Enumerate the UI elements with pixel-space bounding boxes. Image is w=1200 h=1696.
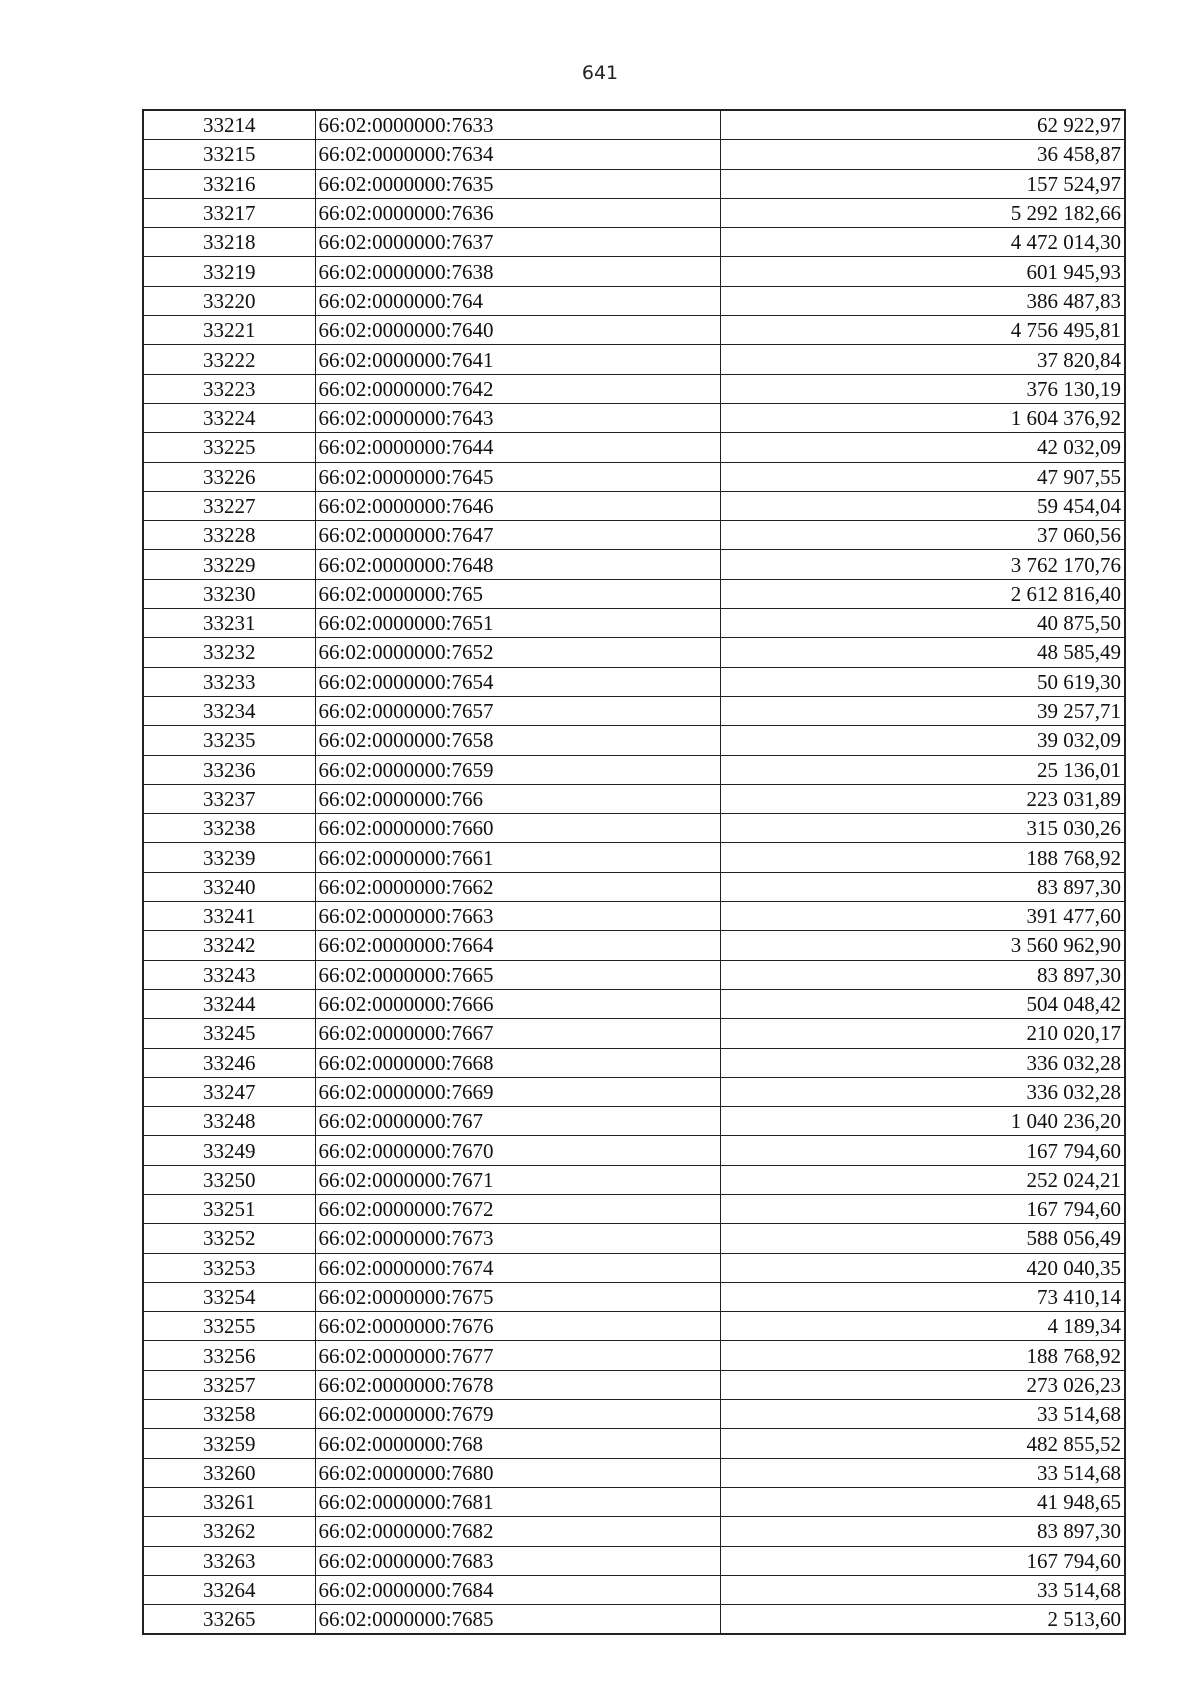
cadastral-value-cell: 1 604 376,92 bbox=[720, 403, 1125, 432]
table-row bbox=[143, 1312, 1125, 1341]
cadastral-value-cell: 1 040 236,20 bbox=[720, 1107, 1125, 1136]
table-row bbox=[143, 286, 1125, 315]
cadastral-value-cell: 504 048,42 bbox=[720, 989, 1125, 1018]
cadastral-number-cell: 66:02:0000000:7648 bbox=[315, 550, 720, 579]
cadastral-value-cell: 83 897,30 bbox=[720, 1517, 1125, 1546]
row-number-cell: 33258 bbox=[143, 1400, 315, 1429]
cadastral-number-cell: 66:02:0000000:7670 bbox=[315, 1136, 720, 1165]
cadastral-value-cell: 376 130,19 bbox=[720, 374, 1125, 403]
cadastral-value-cell: 336 032,28 bbox=[720, 1077, 1125, 1106]
row-number-cell: 33261 bbox=[143, 1487, 315, 1516]
row-number-cell: 33249 bbox=[143, 1136, 315, 1165]
row-number-cell: 33238 bbox=[143, 814, 315, 843]
cadastral-value-cell: 5 292 182,66 bbox=[720, 198, 1125, 227]
table-row bbox=[143, 814, 1125, 843]
row-number-cell: 33214 bbox=[143, 110, 315, 140]
cadastral-number-cell: 66:02:0000000:7635 bbox=[315, 169, 720, 198]
table-row bbox=[143, 843, 1125, 872]
cadastral-number-cell: 66:02:0000000:7669 bbox=[315, 1077, 720, 1106]
row-number-cell: 33218 bbox=[143, 228, 315, 257]
row-number-cell: 33256 bbox=[143, 1341, 315, 1370]
table-row bbox=[143, 638, 1125, 667]
table-row bbox=[143, 960, 1125, 989]
cadastral-value-cell: 37 820,84 bbox=[720, 345, 1125, 374]
row-number-cell: 33259 bbox=[143, 1429, 315, 1458]
table-row bbox=[143, 1253, 1125, 1282]
cadastral-number-cell: 66:02:0000000:7641 bbox=[315, 345, 720, 374]
row-number-cell: 33257 bbox=[143, 1370, 315, 1399]
table-row bbox=[143, 1224, 1125, 1253]
row-number-cell: 33230 bbox=[143, 579, 315, 608]
cadastral-value-cell: 4 472 014,30 bbox=[720, 228, 1125, 257]
cadastral-value-cell: 3 762 170,76 bbox=[720, 550, 1125, 579]
cadastral-number-cell: 66:02:0000000:7676 bbox=[315, 1312, 720, 1341]
row-number-cell: 33244 bbox=[143, 989, 315, 1018]
cadastral-value-cell: 41 948,65 bbox=[720, 1487, 1125, 1516]
cadastral-value-cell: 336 032,28 bbox=[720, 1048, 1125, 1077]
table-row bbox=[143, 1341, 1125, 1370]
cadastral-number-cell: 66:02:0000000:7643 bbox=[315, 403, 720, 432]
cadastral-number-cell: 66:02:0000000:7667 bbox=[315, 1019, 720, 1048]
cadastral-number-cell: 66:02:0000000:7662 bbox=[315, 872, 720, 901]
table-row bbox=[143, 667, 1125, 696]
cadastral-value-cell: 223 031,89 bbox=[720, 784, 1125, 813]
cadastral-number-cell: 66:02:0000000:7659 bbox=[315, 755, 720, 784]
cadastral-value-table bbox=[142, 109, 1126, 1635]
cadastral-value-cell: 59 454,04 bbox=[720, 491, 1125, 520]
row-number-cell: 33216 bbox=[143, 169, 315, 198]
cadastral-number-cell: 66:02:0000000:765 bbox=[315, 579, 720, 608]
row-number-cell: 33239 bbox=[143, 843, 315, 872]
cadastral-number-cell: 66:02:0000000:7645 bbox=[315, 462, 720, 491]
row-number-cell: 33234 bbox=[143, 696, 315, 725]
cadastral-number-cell: 66:02:0000000:7668 bbox=[315, 1048, 720, 1077]
cadastral-value-cell: 83 897,30 bbox=[720, 872, 1125, 901]
cadastral-value-cell: 273 026,23 bbox=[720, 1370, 1125, 1399]
table-row bbox=[143, 1282, 1125, 1311]
row-number-cell: 33217 bbox=[143, 198, 315, 227]
table-row bbox=[143, 1487, 1125, 1516]
cadastral-number-cell: 66:02:0000000:7638 bbox=[315, 257, 720, 286]
cadastral-number-cell: 66:02:0000000:768 bbox=[315, 1429, 720, 1458]
cadastral-value-cell: 25 136,01 bbox=[720, 755, 1125, 784]
row-number-cell: 33252 bbox=[143, 1224, 315, 1253]
table-row bbox=[143, 1194, 1125, 1223]
table-row bbox=[143, 755, 1125, 784]
cadastral-number-cell: 66:02:0000000:7640 bbox=[315, 316, 720, 345]
row-number-cell: 33225 bbox=[143, 433, 315, 462]
table-row bbox=[143, 374, 1125, 403]
cadastral-number-cell: 66:02:0000000:7666 bbox=[315, 989, 720, 1018]
cadastral-value-cell: 482 855,52 bbox=[720, 1429, 1125, 1458]
row-number-cell: 33220 bbox=[143, 286, 315, 315]
row-number-cell: 33254 bbox=[143, 1282, 315, 1311]
cadastral-number-cell: 66:02:0000000:7683 bbox=[315, 1546, 720, 1575]
table-row bbox=[143, 169, 1125, 198]
table-row bbox=[143, 110, 1125, 140]
cadastral-number-cell: 66:02:0000000:7634 bbox=[315, 140, 720, 169]
cadastral-number-cell: 66:02:0000000:7674 bbox=[315, 1253, 720, 1282]
cadastral-number-cell: 66:02:0000000:7633 bbox=[315, 110, 720, 140]
table-row bbox=[143, 902, 1125, 931]
row-number-cell: 33247 bbox=[143, 1077, 315, 1106]
cadastral-number-cell: 66:02:0000000:7647 bbox=[315, 521, 720, 550]
table-row bbox=[143, 198, 1125, 227]
row-number-cell: 33251 bbox=[143, 1194, 315, 1223]
cadastral-number-cell: 66:02:0000000:7665 bbox=[315, 960, 720, 989]
cadastral-number-cell: 66:02:0000000:7677 bbox=[315, 1341, 720, 1370]
cadastral-number-cell: 66:02:0000000:7664 bbox=[315, 931, 720, 960]
row-number-cell: 33221 bbox=[143, 316, 315, 345]
row-number-cell: 33236 bbox=[143, 755, 315, 784]
row-number-cell: 33231 bbox=[143, 609, 315, 638]
cadastral-value-cell: 62 922,97 bbox=[720, 110, 1125, 140]
cadastral-value-cell: 315 030,26 bbox=[720, 814, 1125, 843]
row-number-cell: 33224 bbox=[143, 403, 315, 432]
table-row bbox=[143, 931, 1125, 960]
cadastral-value-cell: 601 945,93 bbox=[720, 257, 1125, 286]
table-row bbox=[143, 1605, 1125, 1635]
cadastral-value-cell: 39 032,09 bbox=[720, 726, 1125, 755]
cadastral-number-cell: 66:02:0000000:7672 bbox=[315, 1194, 720, 1223]
cadastral-value-cell: 2 612 816,40 bbox=[720, 579, 1125, 608]
cadastral-value-cell: 167 794,60 bbox=[720, 1546, 1125, 1575]
cadastral-value-cell: 157 524,97 bbox=[720, 169, 1125, 198]
table-row bbox=[143, 1370, 1125, 1399]
cadastral-number-cell: 66:02:0000000:7646 bbox=[315, 491, 720, 520]
table-row bbox=[143, 1546, 1125, 1575]
table-row bbox=[143, 579, 1125, 608]
cadastral-value-cell: 252 024,21 bbox=[720, 1165, 1125, 1194]
table-row bbox=[143, 1077, 1125, 1106]
row-number-cell: 33228 bbox=[143, 521, 315, 550]
cadastral-number-cell: 66:02:0000000:7661 bbox=[315, 843, 720, 872]
cadastral-number-cell: 66:02:0000000:7680 bbox=[315, 1458, 720, 1487]
cadastral-number-cell: 66:02:0000000:7685 bbox=[315, 1605, 720, 1635]
row-number-cell: 33263 bbox=[143, 1546, 315, 1575]
table-row bbox=[143, 550, 1125, 579]
table-row bbox=[143, 696, 1125, 725]
table-row bbox=[143, 1575, 1125, 1604]
table-row bbox=[143, 1107, 1125, 1136]
row-number-cell: 33235 bbox=[143, 726, 315, 755]
cadastral-value-cell: 73 410,14 bbox=[720, 1282, 1125, 1311]
row-number-cell: 33223 bbox=[143, 374, 315, 403]
row-number-cell: 33233 bbox=[143, 667, 315, 696]
row-number-cell: 33219 bbox=[143, 257, 315, 286]
cadastral-number-cell: 66:02:0000000:7636 bbox=[315, 198, 720, 227]
table-row bbox=[143, 989, 1125, 1018]
table-row bbox=[143, 1517, 1125, 1546]
cadastral-value-cell: 42 032,09 bbox=[720, 433, 1125, 462]
page-number: 641 bbox=[581, 62, 619, 84]
cadastral-number-cell: 66:02:0000000:7682 bbox=[315, 1517, 720, 1546]
row-number-cell: 33248 bbox=[143, 1107, 315, 1136]
cadastral-number-cell: 66:02:0000000:7654 bbox=[315, 667, 720, 696]
table-row bbox=[143, 228, 1125, 257]
table-row bbox=[143, 316, 1125, 345]
cadastral-value-cell: 37 060,56 bbox=[720, 521, 1125, 550]
table-body bbox=[143, 110, 1125, 1634]
row-number-cell: 33241 bbox=[143, 902, 315, 931]
table-row bbox=[143, 257, 1125, 286]
table-row bbox=[143, 1136, 1125, 1165]
row-number-cell: 33229 bbox=[143, 550, 315, 579]
cadastral-value-cell: 48 585,49 bbox=[720, 638, 1125, 667]
row-number-cell: 33226 bbox=[143, 462, 315, 491]
table-row bbox=[143, 345, 1125, 374]
row-number-cell: 33250 bbox=[143, 1165, 315, 1194]
row-number-cell: 33237 bbox=[143, 784, 315, 813]
cadastral-number-cell: 66:02:0000000:7679 bbox=[315, 1400, 720, 1429]
cadastral-value-cell: 210 020,17 bbox=[720, 1019, 1125, 1048]
cadastral-value-cell: 33 514,68 bbox=[720, 1400, 1125, 1429]
cadastral-number-cell: 66:02:0000000:7678 bbox=[315, 1370, 720, 1399]
cadastral-number-cell: 66:02:0000000:764 bbox=[315, 286, 720, 315]
cadastral-value-cell: 386 487,83 bbox=[720, 286, 1125, 315]
cadastral-value-cell: 40 875,50 bbox=[720, 609, 1125, 638]
row-number-cell: 33242 bbox=[143, 931, 315, 960]
cadastral-value-cell: 420 040,35 bbox=[720, 1253, 1125, 1282]
row-number-cell: 33253 bbox=[143, 1253, 315, 1282]
cadastral-number-cell: 66:02:0000000:7681 bbox=[315, 1487, 720, 1516]
cadastral-number-cell: 66:02:0000000:7644 bbox=[315, 433, 720, 462]
row-number-cell: 33232 bbox=[143, 638, 315, 667]
cadastral-value-cell: 3 560 962,90 bbox=[720, 931, 1125, 960]
cadastral-value-cell: 588 056,49 bbox=[720, 1224, 1125, 1253]
row-number-cell: 33262 bbox=[143, 1517, 315, 1546]
cadastral-number-cell: 66:02:0000000:7660 bbox=[315, 814, 720, 843]
row-number-cell: 33245 bbox=[143, 1019, 315, 1048]
cadastral-number-cell: 66:02:0000000:7675 bbox=[315, 1282, 720, 1311]
cadastral-number-cell: 66:02:0000000:7673 bbox=[315, 1224, 720, 1253]
row-number-cell: 33215 bbox=[143, 140, 315, 169]
cadastral-value-cell: 167 794,60 bbox=[720, 1136, 1125, 1165]
cadastral-value-cell: 50 619,30 bbox=[720, 667, 1125, 696]
cadastral-value-cell: 188 768,92 bbox=[720, 1341, 1125, 1370]
row-number-cell: 33246 bbox=[143, 1048, 315, 1077]
table-row bbox=[143, 1429, 1125, 1458]
cadastral-number-cell: 66:02:0000000:7651 bbox=[315, 609, 720, 638]
cadastral-number-cell: 66:02:0000000:7663 bbox=[315, 902, 720, 931]
table-row bbox=[143, 1165, 1125, 1194]
cadastral-value-cell: 2 513,60 bbox=[720, 1605, 1125, 1635]
row-number-cell: 33240 bbox=[143, 872, 315, 901]
cadastral-value-cell: 39 257,71 bbox=[720, 696, 1125, 725]
cadastral-number-cell: 66:02:0000000:766 bbox=[315, 784, 720, 813]
table-row bbox=[143, 1019, 1125, 1048]
table-row bbox=[143, 872, 1125, 901]
table-row bbox=[143, 462, 1125, 491]
row-number-cell: 33265 bbox=[143, 1605, 315, 1635]
row-number-cell: 33255 bbox=[143, 1312, 315, 1341]
cadastral-value-cell: 167 794,60 bbox=[720, 1194, 1125, 1223]
cadastral-value-cell: 188 768,92 bbox=[720, 843, 1125, 872]
table-row bbox=[143, 140, 1125, 169]
table-row bbox=[143, 726, 1125, 755]
cadastral-number-cell: 66:02:0000000:7637 bbox=[315, 228, 720, 257]
row-number-cell: 33243 bbox=[143, 960, 315, 989]
table-row bbox=[143, 491, 1125, 520]
cadastral-value-cell: 4 756 495,81 bbox=[720, 316, 1125, 345]
cadastral-value-cell: 36 458,87 bbox=[720, 140, 1125, 169]
row-number-cell: 33260 bbox=[143, 1458, 315, 1487]
cadastral-number-cell: 66:02:0000000:7642 bbox=[315, 374, 720, 403]
cadastral-number-cell: 66:02:0000000:7658 bbox=[315, 726, 720, 755]
cadastral-number-cell: 66:02:0000000:7671 bbox=[315, 1165, 720, 1194]
table-row bbox=[143, 609, 1125, 638]
table-row bbox=[143, 433, 1125, 462]
cadastral-value-cell: 4 189,34 bbox=[720, 1312, 1125, 1341]
cadastral-value-cell: 33 514,68 bbox=[720, 1575, 1125, 1604]
table-row bbox=[143, 521, 1125, 550]
table-row bbox=[143, 403, 1125, 432]
cadastral-value-cell: 83 897,30 bbox=[720, 960, 1125, 989]
cadastral-value-cell: 47 907,55 bbox=[720, 462, 1125, 491]
table-row bbox=[143, 1458, 1125, 1487]
row-number-cell: 33222 bbox=[143, 345, 315, 374]
cadastral-value-cell: 391 477,60 bbox=[720, 902, 1125, 931]
cadastral-number-cell: 66:02:0000000:7684 bbox=[315, 1575, 720, 1604]
row-number-cell: 33264 bbox=[143, 1575, 315, 1604]
cadastral-value-cell: 33 514,68 bbox=[720, 1458, 1125, 1487]
table-row bbox=[143, 1048, 1125, 1077]
cadastral-number-cell: 66:02:0000000:7657 bbox=[315, 696, 720, 725]
cadastral-number-cell: 66:02:0000000:767 bbox=[315, 1107, 720, 1136]
table-row bbox=[143, 1400, 1125, 1429]
table-row bbox=[143, 784, 1125, 813]
row-number-cell: 33227 bbox=[143, 491, 315, 520]
cadastral-number-cell: 66:02:0000000:7652 bbox=[315, 638, 720, 667]
